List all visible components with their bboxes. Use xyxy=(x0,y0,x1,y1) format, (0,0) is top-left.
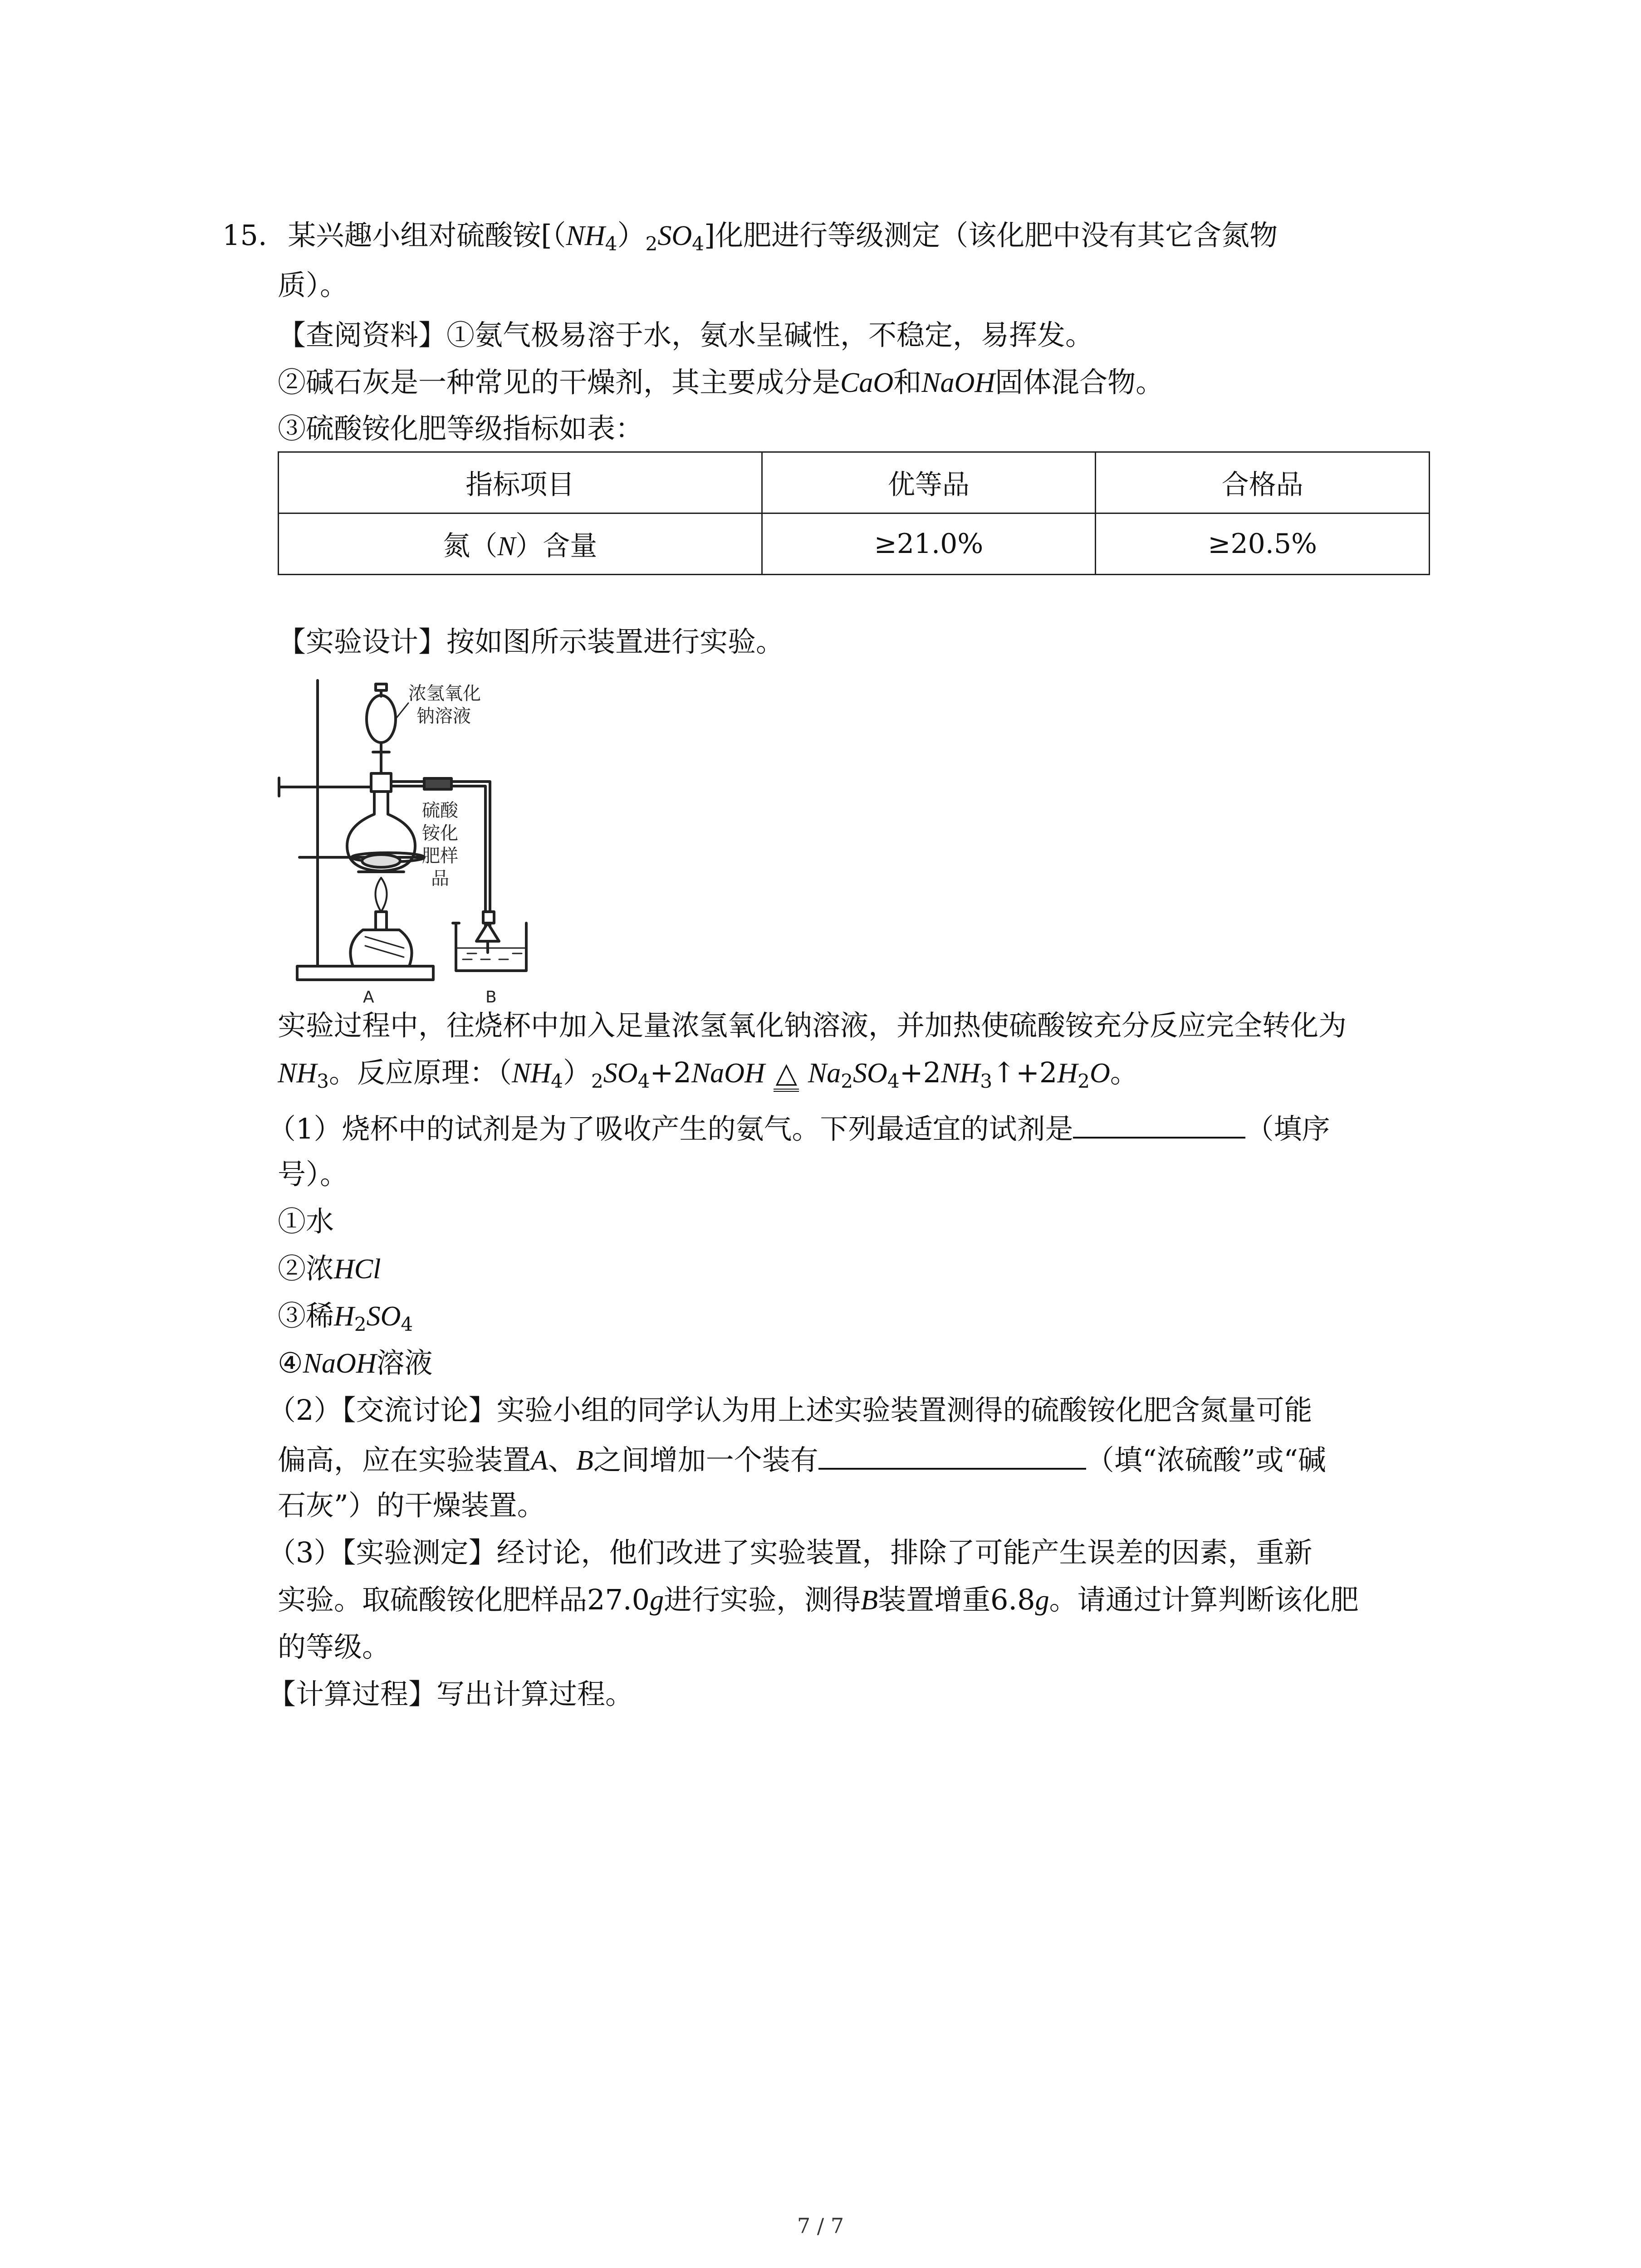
label-sample-1: 硫酸 xyxy=(422,800,458,821)
table-header-row xyxy=(279,452,1430,513)
label-sample-4: 品 xyxy=(431,868,449,889)
design-line: 【实验设计】按如图所示装置进行实验。 xyxy=(278,625,784,658)
info-line-2: ②碱石灰是一种常见的干燥剂，其主要成分是CaO和NaOH固体混合物。 xyxy=(278,366,1164,399)
q3-line-1: （3）【实验测定】经讨论，他们改进了实验装置，排除了可能产生误差的因素，重新 xyxy=(268,1536,1313,1569)
table-cell-excellent: ≥21.0% xyxy=(762,513,1096,575)
label-sample-2: 铵化 xyxy=(422,823,458,844)
q3-line-2: 实验。取硫酸铵化肥样品27.0g进行实验，测得B装置增重6.8g。请通过计算判断该化肥 xyxy=(278,1583,1359,1616)
info-line-1: 【查阅资料】①氨气极易溶于水，氨水呈碱性，不稳定，易挥发。 xyxy=(278,318,1094,352)
table-row-label: 氮（N）含量 xyxy=(279,513,762,575)
table-header-cell: 指标项目 xyxy=(279,452,762,513)
table-header-cell: 合格品 xyxy=(1096,452,1430,513)
q2-line-2: 偏高，应在实验装置A、B之间增加一个装有 （填“浓硫酸”或“碱 xyxy=(278,1438,1326,1481)
page-number: 7 / 7 xyxy=(797,2214,844,2238)
q1-option-3: ③稀$H_2SO_4$ xyxy=(278,1299,413,1335)
heat-condition: △ xyxy=(774,1057,799,1092)
q1-option-1: ①水 xyxy=(278,1205,334,1238)
process-line-1: 实验过程中，往烧杯中加入足量浓氢氧化钠溶液，并加热使硫酸铵充分反应完全转化为 xyxy=(278,1009,1347,1042)
q2-answer-blank[interactable] xyxy=(818,1438,1086,1470)
question-intro-line1: 15. 某兴趣小组对硫酸铵$[(NH_4)_2SO_4]$化肥进行等级测定（该化肥中没有其它含氮物 xyxy=(222,219,1278,255)
apparatus-figure xyxy=(272,676,590,1012)
q1-option-2: ②浓HCl xyxy=(278,1252,381,1285)
label-naoh-solution-1: 浓氢氧化 xyxy=(408,683,481,704)
question-intro-line2: 质）。 xyxy=(278,269,348,302)
q3-line-3: 的等级。 xyxy=(278,1630,391,1663)
info-line-3: ③硫酸铵化肥等级指标如表： xyxy=(278,412,644,445)
q3-calc-instruction: 【计算过程】写出计算过程。 xyxy=(268,1677,634,1711)
stand-base xyxy=(297,966,433,980)
q2-line-1: （2）【交流讨论】实验小组的同学认为用上述实验装置测得的硫酸铵化肥含氮量可能 xyxy=(268,1393,1313,1427)
table-row xyxy=(279,513,1430,575)
label-apparatus-b: B xyxy=(485,988,497,1007)
q1-line-1: （1）烧杯中的试剂是为了吸收产生的氨气。下列最适宜的试剂是 （填序 xyxy=(268,1107,1330,1149)
label-naoh-solution-2: 钠溶液 xyxy=(416,706,471,727)
label-apparatus-a: A xyxy=(363,988,374,1007)
grade-table xyxy=(278,451,1430,575)
separatory-funnel xyxy=(367,695,396,743)
process-line-2: $NH_3$。反应原理：$(NH_4)_2SO_4+2NaOH$ △ $Na_2SO_4+2NH_3↑+2H_2O$。 xyxy=(278,1056,1138,1092)
label-sample-3: 肥样 xyxy=(422,846,458,866)
question-number: 15. xyxy=(222,219,267,252)
stopper xyxy=(371,773,391,792)
table-header-cell: 优等品 xyxy=(762,452,1096,513)
table-cell-qualified: ≥20.5% xyxy=(1096,513,1430,575)
q1-option-4: ④NaOH溶液 xyxy=(278,1346,433,1379)
q1-answer-blank[interactable] xyxy=(1073,1107,1245,1139)
q2-line-3: 石灰”）的干燥装置。 xyxy=(278,1489,545,1522)
q1-line-2: 号）。 xyxy=(278,1158,348,1191)
